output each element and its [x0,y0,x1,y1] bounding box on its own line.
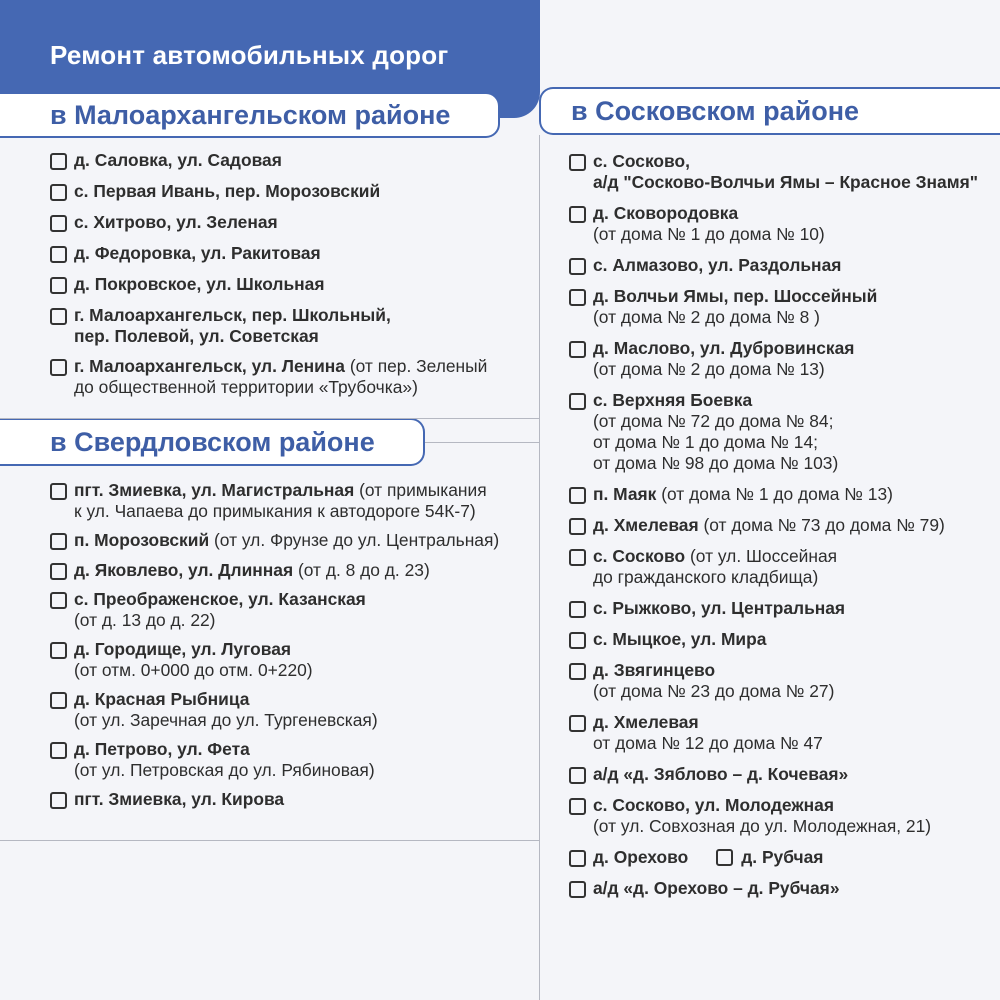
list-item: д. Федоровка, ул. Ракитовая [50,243,535,264]
list-item: г. Малоархангельск, пер. Школьный, пер. Полевой, ул. Советская [50,305,535,347]
checkbox-icon [50,215,67,232]
checkbox-icon [569,154,586,171]
list-sosk [569,151,1000,899]
column-divider [539,135,540,1000]
checkbox-icon [569,393,586,410]
list-item: д. Хмелевая (от дома № 73 до дома № 79) [569,515,1000,536]
list-item: пгт. Змиевка, ул. Магистральная (от примыкания к ул. Чапаева до примыкания к автодороге 54К-7) [50,480,539,522]
divider-heading-connector [425,442,540,443]
list-item: пгт. Змиевка, ул. Кирова [50,789,539,810]
checkbox-icon [569,601,586,618]
checkbox-icon [50,308,67,325]
list-item: с. Преображенское, ул. Казанская (от д. 13 до д. 22) [50,589,539,631]
page-title: Ремонт автомобильных дорог [50,40,449,70]
checkbox-icon [50,483,67,500]
checkbox-icon [569,663,586,680]
list-item: с. Верхняя Боевка (от дома № 72 до дома № 84; от дома № 1 до дома № 14; от дома № 98 до дома № 103) [569,390,1000,474]
checkbox-icon [569,206,586,223]
checkbox-icon [50,277,67,294]
section-heading-malo [0,92,500,138]
checkbox-icon [50,246,67,263]
checkbox-icon [50,359,67,376]
checkbox-icon [50,692,67,709]
list-item: с. Сосково (от ул. Шоссейная до гражданского кладбища) [569,546,1000,588]
section-heading-sverd [0,418,425,466]
list-item: д. Сковородовка (от дома № 1 до дома № 10) [569,203,1000,245]
checkbox-icon [569,850,586,867]
list-item: п. Маяк (от дома № 1 до дома № 13) [569,484,1000,505]
list-item: д. Хмелевая от дома № 12 до дома № 47 [569,712,1000,754]
checkbox-icon [569,289,586,306]
divider-top [0,418,540,419]
list-item: п. Морозовский (от ул. Фрунзе до ул. Центральная) [50,530,539,551]
checkbox-icon [50,592,67,609]
checkbox-icon [50,153,67,170]
list-item: с. Рыжково, ул. Центральная [569,598,1000,619]
list-malo [50,150,535,398]
checkbox-icon [569,632,586,649]
checkbox-icon [50,563,67,580]
checkbox-icon [569,518,586,535]
divider-bottom [0,840,540,841]
list-item: а/д «д. Орехово – д. Рубчая» [569,878,1000,899]
checkbox-icon [569,881,586,898]
list-item: с. Мыцкое, ул. Мира [569,629,1000,650]
section-heading-sosk-text: в Сосковском районе [571,95,860,126]
list-item: д. Городище, ул. Луговая (от отм. 0+000 до отм. 0+220) [50,639,539,681]
list-item: д. Орехово д. Рубчая [569,847,1000,868]
list-item: а/д «д. Зяблово – д. Кочевая» [569,764,1000,785]
section-heading-sosk [539,87,1000,135]
checkbox-icon [50,792,67,809]
checkbox-icon [716,849,733,866]
list-item: с. Хитрово, ул. Зеленая [50,212,535,233]
list-item: с. Алмазово, ул. Раздольная [569,255,1000,276]
checkbox-icon [569,767,586,784]
checkbox-icon [50,742,67,759]
list-item: д. Звягинцево (от дома № 23 до дома № 27) [569,660,1000,702]
list-item: д. Петрово, ул. Фета (от ул. Петровская до ул. Рябиновая) [50,739,539,781]
list-item: д. Яковлево, ул. Длинная (от д. 8 до д. 23) [50,560,539,581]
list-item: с. Первая Ивань, пер. Морозовский [50,181,535,202]
checkbox-icon [569,341,586,358]
checkbox-icon [50,533,67,550]
checkbox-icon [569,798,586,815]
list-item: д. Маслово, ул. Дубровинская (от дома № 2 до дома № 13) [569,338,1000,380]
list-item: с. Сосково, ул. Молодежная (от ул. Совхозная до ул. Молодежная, 21) [569,795,1000,837]
checkbox-icon [569,715,586,732]
list-item: д. Волчьи Ямы, пер. Шоссейный (от дома № 2 до дома № 8 ) [569,286,1000,328]
list-item: г. Малоархангельск, ул. Ленина (от пер. Зеленый до общественной территории «Трубочка») [50,356,535,398]
list-item: с. Сосково, а/д "Сосково-Волчьи Ямы – Красное Знамя" [569,151,1000,193]
checkbox-icon [50,184,67,201]
list-item: д. Саловка, ул. Садовая [50,150,535,171]
list-item: д. Красная Рыбница (от ул. Заречная до ул. Тургеневская) [50,689,539,731]
checkbox-icon [569,549,586,566]
checkbox-icon [50,642,67,659]
list-item: д. Покровское, ул. Школьная [50,274,535,295]
list-sverd [50,480,539,810]
section-heading-sverd-text: в Свердловском районе [50,426,375,457]
checkbox-icon [569,487,586,504]
section-heading-malo-text: в Малоархангельском районе [50,99,451,130]
checkbox-icon [569,258,586,275]
